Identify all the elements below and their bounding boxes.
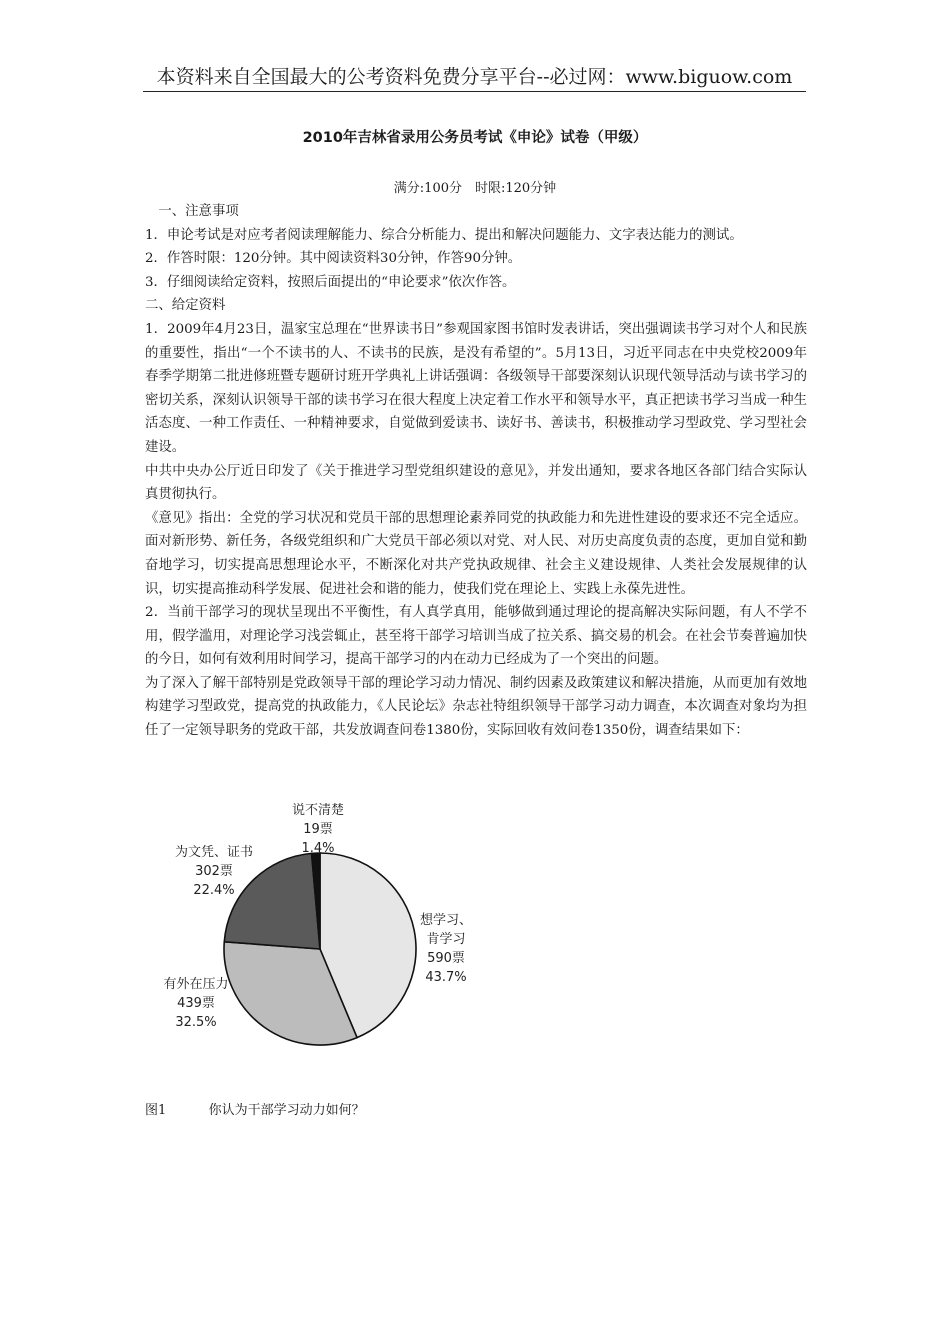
pie-category-label: 想学习、 xyxy=(419,913,473,928)
paragraph: 2．作答时限：120分钟。其中阅读资料30分钟，作答90分钟。 xyxy=(145,251,522,267)
paragraph: 3．仔细阅读给定资料，按照后面提出的“申论要求”依次作答。 xyxy=(145,274,516,290)
pie-vote-label: 439票 xyxy=(177,996,215,1011)
pie-percent-label: 32.5% xyxy=(175,1015,217,1030)
pie-vote-label: 19票 xyxy=(303,822,333,837)
section-heading-materials: 二、给定资料 xyxy=(145,298,226,314)
pie-percent-label: 22.4% xyxy=(193,883,235,898)
figure-caption-text: 你认为干部学习动力如何？ xyxy=(208,1103,365,1118)
exam-title: 2010年吉林省录用公务员考试《申论》试卷（甲级） xyxy=(302,130,648,146)
pie-category-label: 为文凭、证书 xyxy=(174,845,254,860)
pie-chart-svg xyxy=(150,800,510,1060)
paragraph: 为了深入了解干部特别是党政领导干部的理论学习动力情况、制约因素及政策建议和解决措施，从而更加有效地构建学习型政党，提高党的执政能力，《人民论坛》杂志社特组织领导干部学习动力调查，本次调查对象均为担任了一定领导职务的党政干部，共发放调查问卷1380份，实际回收有效问卷1350份，调查结果如下： xyxy=(145,675,807,739)
document-body xyxy=(145,200,807,743)
pie-vote-label: 302票 xyxy=(195,864,233,879)
pie-percent-label: 1.4% xyxy=(301,841,335,856)
pie-chart xyxy=(150,800,510,1060)
figure-caption xyxy=(145,1099,365,1118)
pie-category-label: 肯学习 xyxy=(426,932,466,947)
page-header: 本资料来自全国最大的公考资料免费分享平台--必过网：www.biguow.com xyxy=(143,64,806,92)
exam-subtitle: 满分:100分 时限:120分钟 xyxy=(393,181,557,196)
paragraph: 2．当前干部学习的现状呈现出不平衡性，有人真学真用，能够做到通过理论的提高解决实际问题，有人不学不用，假学滥用，对理论学习浅尝辄止，甚至将干部学习培训当成了拉关系、搞交易的机会。在社会节奏普遍加快的今日，如何有效利用时间学习，提高干部学习的内在动力已经成为了一个突出的问题。 xyxy=(145,605,807,668)
figure-number: 图1 xyxy=(145,1103,167,1118)
pie-vote-label: 590票 xyxy=(427,951,465,966)
pie-percent-label: 43.7% xyxy=(425,970,467,985)
pie-category-label: 说不清楚 xyxy=(291,803,345,818)
paragraph: 1．申论考试是对应考者阅读理解能力、综合分析能力、提出和解决问题能力、文字表达能力的测试。 xyxy=(145,227,743,243)
paragraph: 1．2009年4月23日，温家宝总理在“世界读书日”参观国家图书馆时发表讲话，突出强调读书学习对个人和民族的重要性，指出“一个不读书的人、不读书的民族，是没有希望的”。5月13日，习近平同志在中央党校2009年春季学期第二批进修班暨专题研讨班开学典礼上讲话强调：各级领导干部要深刻认识现代领导活动与读书学习的密切关系，深刻认识领导干部的读书学习在很大程度上决定着工作水平和领导水平，真正把读书学习当成一种生活态度、一种工作责任、一种精神要求，自觉做到爱读书、读好书、善读书，积极推动学习型政党、学习型社会建设。 xyxy=(145,321,807,455)
section-heading-notes: 一、注意事项 xyxy=(145,204,239,219)
paragraph: 《意见》指出：全党的学习状况和党员干部的思想理论素养同党的执政能力和先进性建设的要求还不完全适应。面对新形势、新任务，各级党组织和广大党员干部必须以对党、对人民、对历史高度负责的态度，更加自觉和勤奋地学习，切实提高思想理论水平，不断深化对共产党执政规律、社会主义建设规律、人类社会发展规律的认识，切实提高推动科学发展、促进社会和谐的能力，使我们党在理论上、实践上永葆先进性。 xyxy=(145,510,807,597)
pie-slice xyxy=(224,853,320,949)
paragraph: 中共中央办公厅近日印发了《关于推进学习型党组织建设的意见》，并发出通知，要求各地区各部门结合实际认真贯彻执行。 xyxy=(145,463,807,503)
pie-category-label: 有外在压力 xyxy=(163,977,229,992)
